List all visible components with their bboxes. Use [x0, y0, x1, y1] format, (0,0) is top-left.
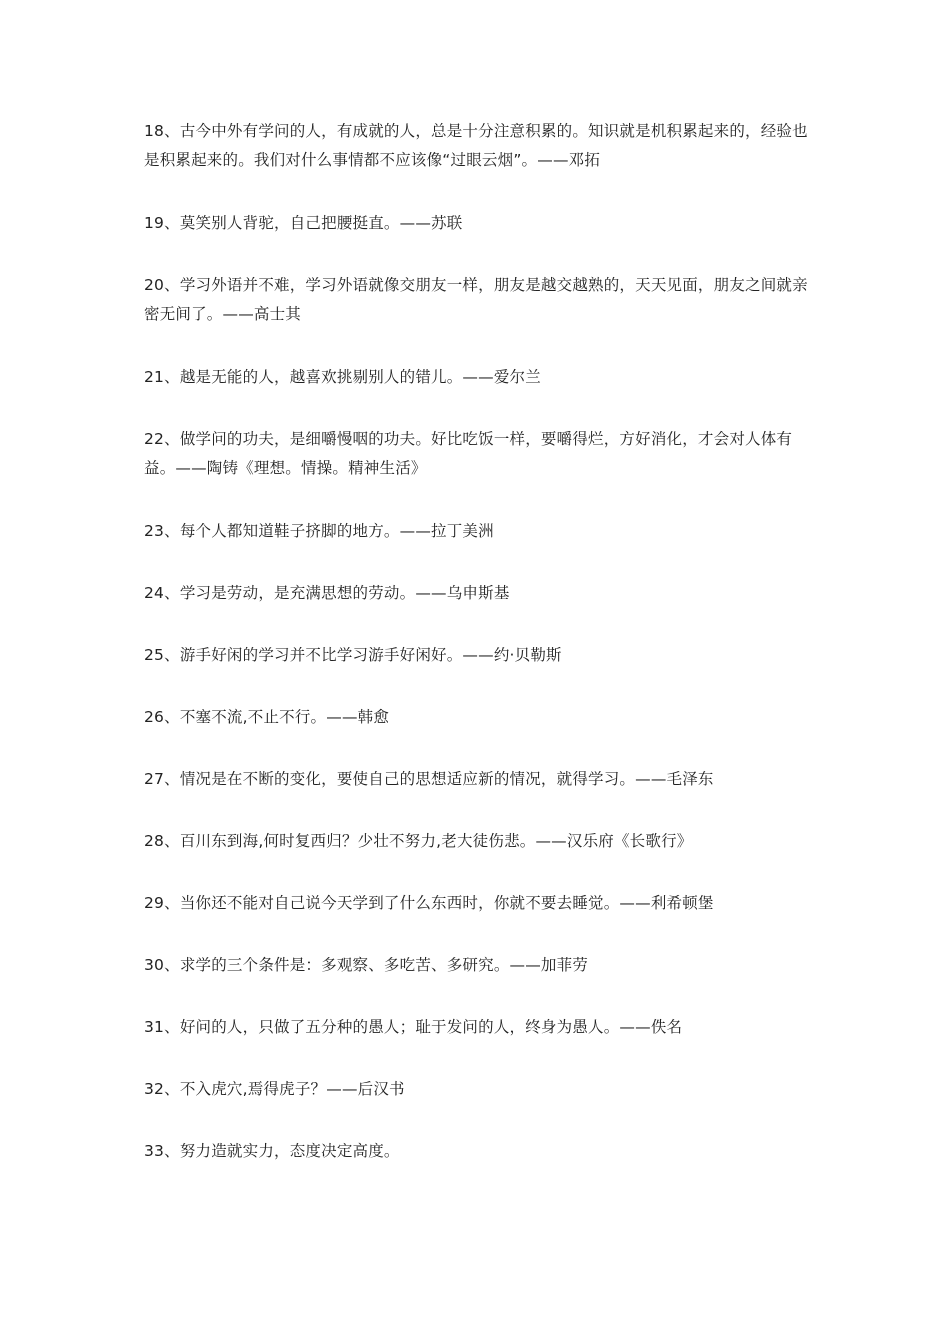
quote-item: 21、越是无能的人，越喜欢挑剔别人的错儿。——爱尔兰 — [144, 368, 541, 386]
quote-item: 24、学习是劳动，是充满思想的劳动。——乌申斯基 — [144, 584, 510, 602]
quote-item: 30、求学的三个条件是：多观察、多吃苦、多研究。——加菲劳 — [144, 956, 589, 974]
quote-item: 27、情况是在不断的变化，要使自己的思想适应新的情况，就得学习。——毛泽东 — [144, 770, 714, 788]
quote-item: 23、每个人都知道鞋子挤脚的地方。——拉丁美洲 — [144, 522, 494, 540]
quote-item: 28、百川东到海,何时复西归？少壮不努力,老大徒伤悲。——汉乐府《长歌行》 — [144, 832, 693, 850]
quote-item: 25、游手好闲的学习并不比学习游手好闲好。——约·贝勒斯 — [144, 646, 562, 664]
quote-item: 32、不入虎穴,焉得虎子？——后汉书 — [144, 1080, 405, 1098]
quote-item: 33、努力造就实力，态度决定高度。 — [144, 1142, 400, 1160]
quote-item: 18、古今中外有学问的人，有成就的人，总是十分注意积累的。知识就是机积累起来的，经验也是积累起来的。我们对什么事情都不应该像“过眼云烟”。——邓拓 — [144, 122, 808, 169]
quote-item: 22、做学问的功夫，是细嚼慢咽的功夫。好比吃饭一样，要嚼得烂，方好消化，才会对人体有益。——陶铸《理想。情操。精神生活》 — [144, 430, 793, 477]
quote-list — [144, 117, 812, 1199]
quote-item: 20、学习外语并不难，学习外语就像交朋友一样，朋友是越交越熟的，天天见面，朋友之间就亲密无间了。——高士其 — [144, 276, 808, 323]
quote-item: 31、好问的人，只做了五分种的愚人；耻于发问的人，终身为愚人。——佚名 — [144, 1018, 683, 1036]
quote-item: 26、不塞不流,不止不行。——韩愈 — [144, 708, 390, 726]
quote-item: 19、莫笑别人背驼，自己把腰挺直。——苏联 — [144, 214, 463, 232]
quote-item: 29、当你还不能对自己说今天学到了什么东西时，你就不要去睡觉。——利希顿堡 — [144, 894, 714, 912]
